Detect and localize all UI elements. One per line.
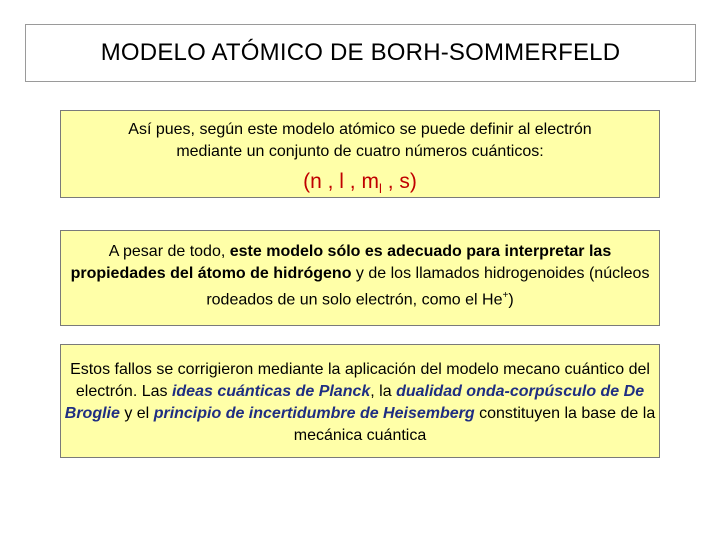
limitations-panel [60, 230, 660, 326]
slide-title-text: MODELO ATÓMICO DE BORH-SOMMERFELD [100, 39, 621, 66]
quantum-numbers-suffix: , s) [381, 170, 417, 193]
heisenberg-principle-text: principio de incertidumbre de Heisemberg [153, 405, 475, 422]
panel2-text-4: ) [508, 291, 514, 309]
quantum-numbers-subscript: l [378, 181, 382, 197]
corrections-panel [60, 344, 660, 458]
quantum-numbers-panel [60, 110, 660, 198]
panel2-text-1: A pesar de todo, [108, 243, 230, 260]
panel3-text-7: constituyen la base de la mecánica cuántica [293, 405, 656, 444]
de-broglie-duality-text: dualidad onda-corpúsculo de De Broglie [64, 383, 645, 422]
panel3-text-5: y el [119, 405, 154, 422]
panel2-superscript: + [502, 290, 509, 301]
panel3-text-1: Estos fallos se corrigieron mediante la aplicación del modelo mecano cuántico del electrón. Las [70, 361, 650, 400]
panel1-line1: Así pues, según este modelo atómico se puede definir al electrón [128, 121, 592, 138]
panel2-text-3: y de los llamados hidrogenoides (núcleos rodeados de un solo electrón, como el He [206, 265, 650, 309]
quantum-numbers [61, 169, 659, 202]
slide-title [25, 24, 696, 82]
quantum-numbers-prefix: (n , l , m [303, 170, 379, 193]
panel3-text-3: , la [370, 383, 397, 400]
planck-ideas-text: ideas cuánticas de Planck [171, 383, 371, 400]
panel1-line2: mediante un conjunto de cuatro números cuánticos: [176, 143, 544, 160]
panel2-bold-text: este modelo sólo es adecuado para interpretar las propiedades del átomo de hidrógeno [70, 243, 612, 282]
